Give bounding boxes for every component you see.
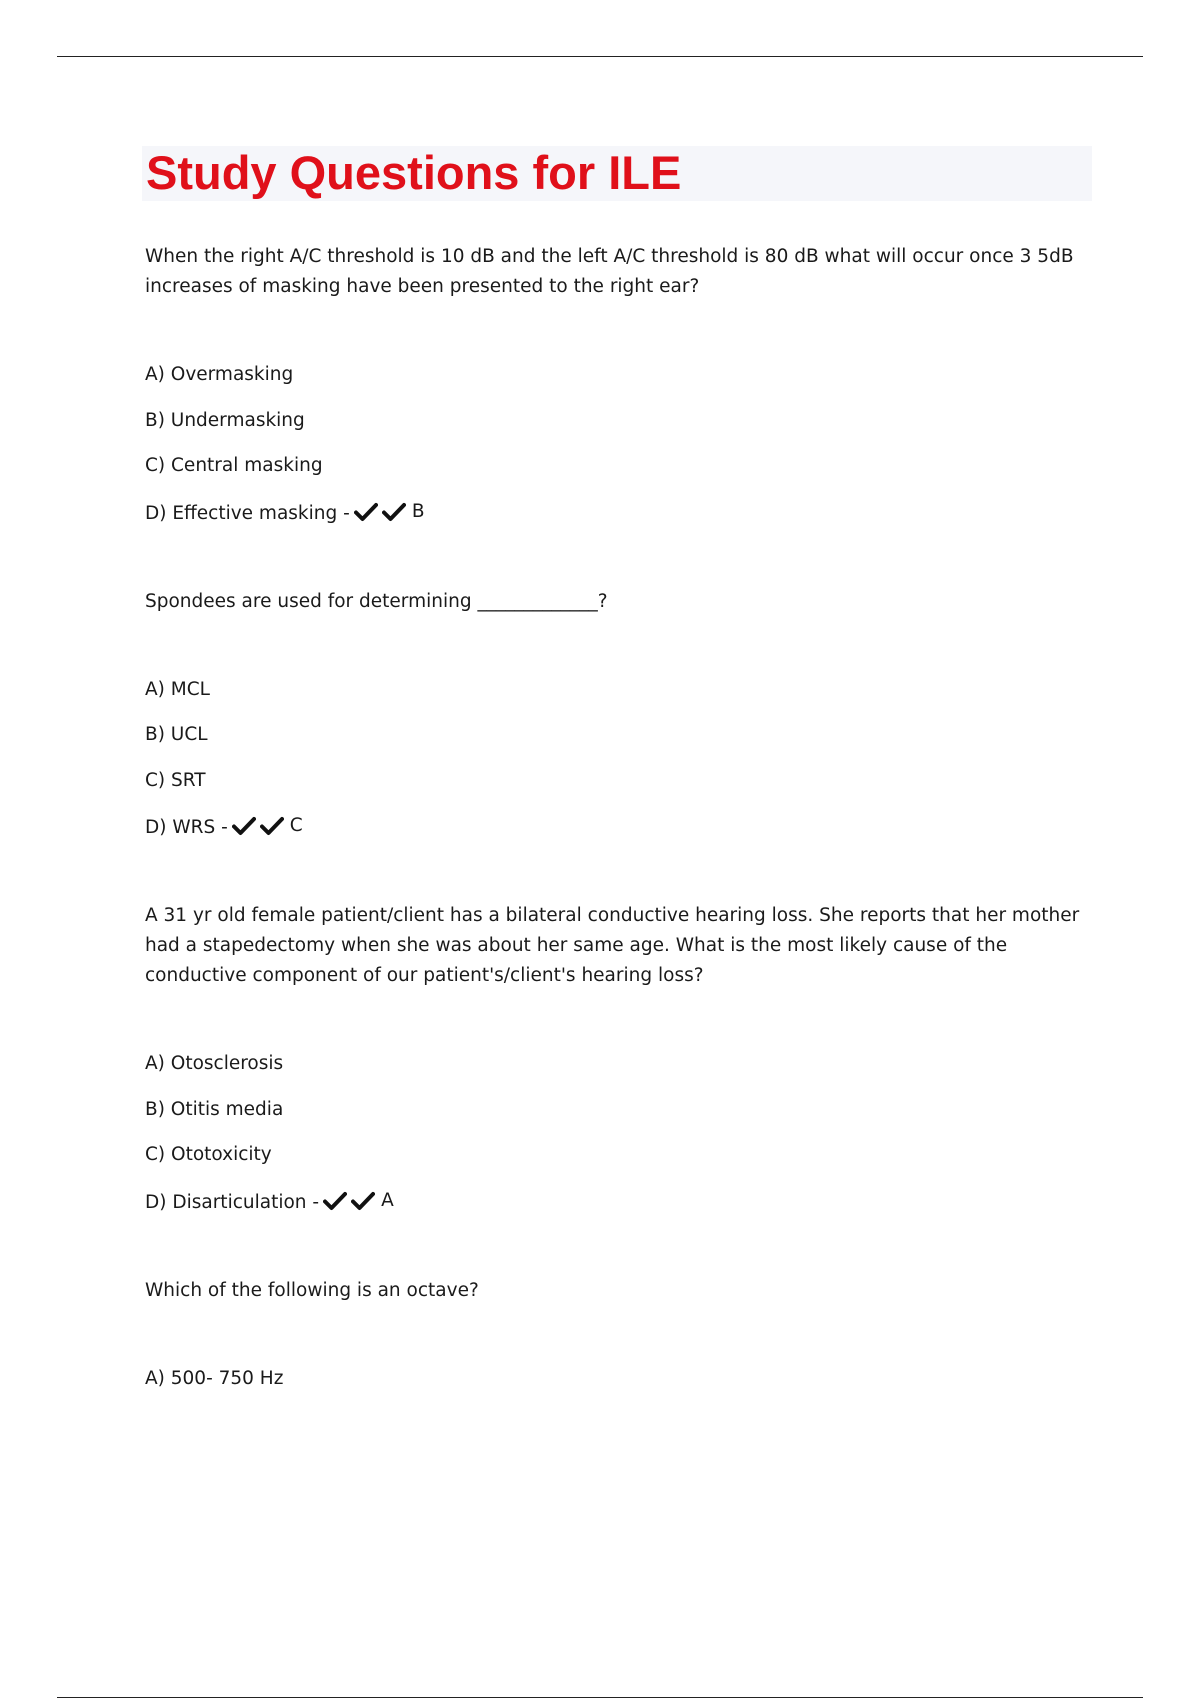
question-1-options xyxy=(145,360,1090,529)
question-1 xyxy=(145,242,1090,529)
question-3-option-c: C) Ototoxicity xyxy=(145,1144,272,1165)
check-icon xyxy=(351,1191,375,1211)
question-2-option-b: B) UCL xyxy=(145,724,208,745)
question-3-answer-mark xyxy=(323,1186,394,1216)
question-1-answer-mark xyxy=(354,497,425,527)
question-1-option-d-label: D) Effective masking - xyxy=(145,502,350,524)
question-3-answer: A xyxy=(381,1189,394,1211)
question-2-option-a: A) MCL xyxy=(145,678,210,700)
question-4-options xyxy=(145,1364,1090,1394)
question-3-text: A 31 yr old female patient/client has a bilateral conductive hearing loss. She reports that her mother had a stapedectomy when she was about her same age. What is the most likely cause of the conductive component of our patient's/client's hearing loss? xyxy=(145,905,1080,986)
question-2-option-d xyxy=(145,811,1090,843)
check-icon xyxy=(323,1191,347,1211)
question-2-option-c: C) SRT xyxy=(145,769,206,791)
question-1-option-a: A) Overmasking xyxy=(145,364,294,385)
question-1-option-c: C) Central masking xyxy=(145,455,323,476)
question-4-option-a: A) 500- 750 Hz xyxy=(145,1367,284,1389)
question-3-option-a: A) Otosclerosis xyxy=(145,1053,284,1074)
question-2 xyxy=(145,587,1090,844)
question-1-option-d xyxy=(145,497,1090,529)
question-3 xyxy=(145,901,1090,1218)
check-icon xyxy=(382,502,406,522)
question-3-option-d xyxy=(145,1186,1090,1218)
document-title: Study Questions for ILE xyxy=(146,146,682,199)
question-1-text: When the right A/C threshold is 10 dB and the left A/C threshold is 80 dB what will occur once 3 5dB increases of masking have been presented to the right ear? xyxy=(145,246,1074,297)
question-2-options xyxy=(145,675,1090,844)
question-2-answer-mark xyxy=(232,811,303,841)
question-4 xyxy=(145,1276,1090,1394)
header-rule xyxy=(57,56,1143,57)
question-3-options xyxy=(145,1049,1090,1218)
check-icon xyxy=(232,816,256,836)
question-1-option-b: B) Undermasking xyxy=(145,409,305,431)
question-3-option-b: B) Otitis media xyxy=(145,1098,284,1120)
question-2-text: Spondees are used for determining _____________? xyxy=(145,590,608,612)
check-icon xyxy=(354,502,378,522)
question-3-option-d-label: D) Disarticulation - xyxy=(145,1191,320,1213)
question-list xyxy=(145,242,1090,1394)
question-2-answer: C xyxy=(289,815,303,836)
question-4-text: Which of the following is an octave? xyxy=(145,1279,479,1301)
footer-rule xyxy=(57,1697,1143,1698)
question-1-answer: B xyxy=(411,500,425,522)
check-icon xyxy=(260,816,284,836)
question-2-option-d-label: D) WRS - xyxy=(145,817,228,838)
